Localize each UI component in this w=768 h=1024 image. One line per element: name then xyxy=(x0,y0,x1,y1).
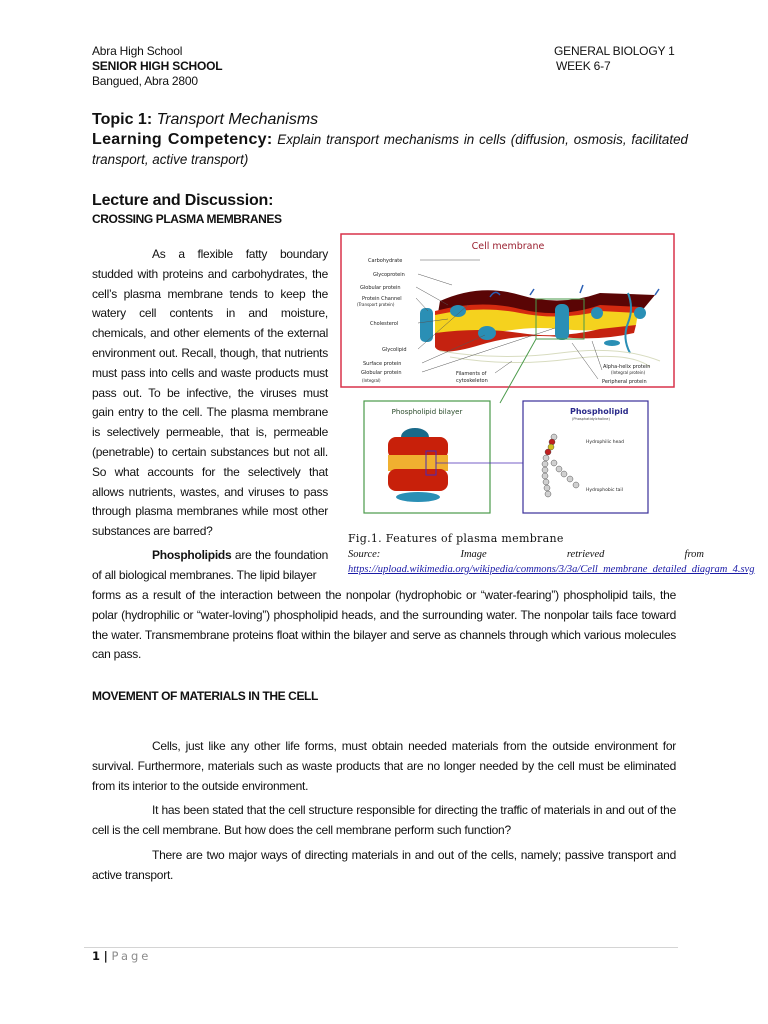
svg-text:cytoskeleton: cytoskeleton xyxy=(456,378,488,384)
school-address: Bangued, Abra 2800 xyxy=(92,74,198,88)
school-name: Abra High School xyxy=(92,44,183,58)
week-label: WEEK 6-7 xyxy=(556,59,611,73)
topic-label: Topic 1: xyxy=(92,111,153,128)
svg-text:Glycoprotein: Glycoprotein xyxy=(373,272,405,278)
footer-divider xyxy=(84,947,678,948)
svg-text:Carbohydrate: Carbohydrate xyxy=(368,258,403,264)
subject-header xyxy=(554,44,675,74)
paragraph-plasma-membrane: As a flexible fatty boundary studded with proteins and carbohydrates, the cell’s plasma membrane tends to keep the watery cell contents in and moisture, chemicals, and other elements of the external environment out. Recall, though, that nutrients must pass into cells and waste products must pass out. To be infective, the viruses must gain entry to the cell. The plasma membrane is selectively permeable, that is, permeable (penetrable) to certain substances but not all. So what accounts for the selectively that allows nutrients, wastes, and viruses to pass through plasma membranes while most other substances are barred? xyxy=(92,247,328,539)
diagram-labels-bottom xyxy=(456,371,488,384)
svg-text:(Transport protein): (Transport protein) xyxy=(357,302,395,307)
svg-text:Cell membrane: Cell membrane xyxy=(471,241,545,252)
svg-text:Globular protein: Globular protein xyxy=(360,285,401,291)
page-number: 1 xyxy=(92,949,101,963)
section-heading-movement: MOVEMENT OF MATERIALS IN THE CELL xyxy=(92,689,318,703)
svg-text:Surface protein: Surface protein xyxy=(363,361,402,367)
topic-line xyxy=(92,110,318,130)
subject-name: GENERAL BIOLOGY 1 xyxy=(554,44,675,58)
page-separator: | xyxy=(103,949,108,963)
svg-text:Filaments of: Filaments of xyxy=(456,371,487,377)
svg-text:Alpha-helix protein: Alpha-helix protein xyxy=(603,364,651,370)
paragraph-phospholipids-body: forms as a result of the interaction between the nonpolar (hydrophobic or “water-fearing”) phospholipid tails, the polar (hydrophilic or “water-loving”) phospholipid heads, and the surrounding water. The nonpolar tails face toward the water. Transmembrane proteins float within the bilayer and serve as channels through which various molecules can pass. xyxy=(92,588,676,662)
school-header xyxy=(92,44,222,89)
svg-text:Glycolipid: Glycolipid xyxy=(382,347,407,353)
svg-text:(Integral): (Integral) xyxy=(362,378,381,383)
paragraph-cells-materials: Cells, just like any other life forms, must obtain needed materials from the outside environment for survival. Furthermore, materials such as waste products that are no longer needed by the cell must be eliminated from its interior to the outside environment. xyxy=(92,739,676,793)
figure-source-prefix: Source: Image retrieved from xyxy=(348,549,704,560)
learning-competency-value: Explain transport mechanisms in cells (diffusion, osmosis, facilitated transport, active transport) xyxy=(92,132,688,167)
svg-text:Hydrophilic head: Hydrophilic head xyxy=(586,440,625,445)
svg-text:(Phosphatidylcholine): (Phosphatidylcholine) xyxy=(572,417,610,421)
cell-membrane-diagram xyxy=(340,233,676,518)
figure-source xyxy=(348,547,755,577)
paragraph-cell-membrane-traffic: It has been stated that the cell structure responsible for directing the traffic of materials in and out of the cell is the cell membrane. But how does the cell membrane perform such function? xyxy=(92,803,676,837)
svg-text:Cholesterol: Cholesterol xyxy=(370,321,399,327)
paragraph-transport-types: There are two major ways of directing materials in and out of the cells, namely; passive transport and active transport. xyxy=(92,848,676,882)
svg-text:Hydrophobic tail: Hydrophobic tail xyxy=(586,488,623,493)
svg-text:Phospholipid: Phospholipid xyxy=(570,407,629,416)
phospholipids-term: Phospholipids xyxy=(152,548,232,562)
svg-text:Phospholipid bilayer: Phospholipid bilayer xyxy=(391,408,463,416)
page-footer xyxy=(92,949,151,963)
lecture-heading: Lecture and Discussion: xyxy=(92,192,274,209)
department-name: SENIOR HIGH SCHOOL xyxy=(92,59,223,73)
paragraph-phospholipids-intro xyxy=(92,546,328,586)
svg-text:Protein Channel: Protein Channel xyxy=(362,296,402,302)
page-label: Page xyxy=(111,949,152,963)
learning-competency xyxy=(92,130,688,170)
learning-competency-label: Learning Competency: xyxy=(92,131,273,148)
svg-text:Globular protein: Globular protein xyxy=(361,370,402,376)
section-heading-crossing: CROSSING PLASMA MEMBRANES xyxy=(92,212,282,226)
figure-plasma-membrane xyxy=(340,233,676,518)
topic-value: Transport Mechanisms xyxy=(156,111,319,128)
svg-text:Peripheral protein: Peripheral protein xyxy=(602,379,647,385)
svg-text:(Integral protein): (Integral protein) xyxy=(611,370,646,375)
phospholipids-intro-text: are the foundation of all biological membranes. The lipid bilayer xyxy=(92,548,328,582)
figure-source-link[interactable]: https://upload.wikimedia.org/wikipedia/commons/3/3a/Cell_membrane_detailed_diagram_4.svg xyxy=(348,564,755,575)
figure-caption: Fig.1. Features of plasma membrane xyxy=(348,532,564,545)
